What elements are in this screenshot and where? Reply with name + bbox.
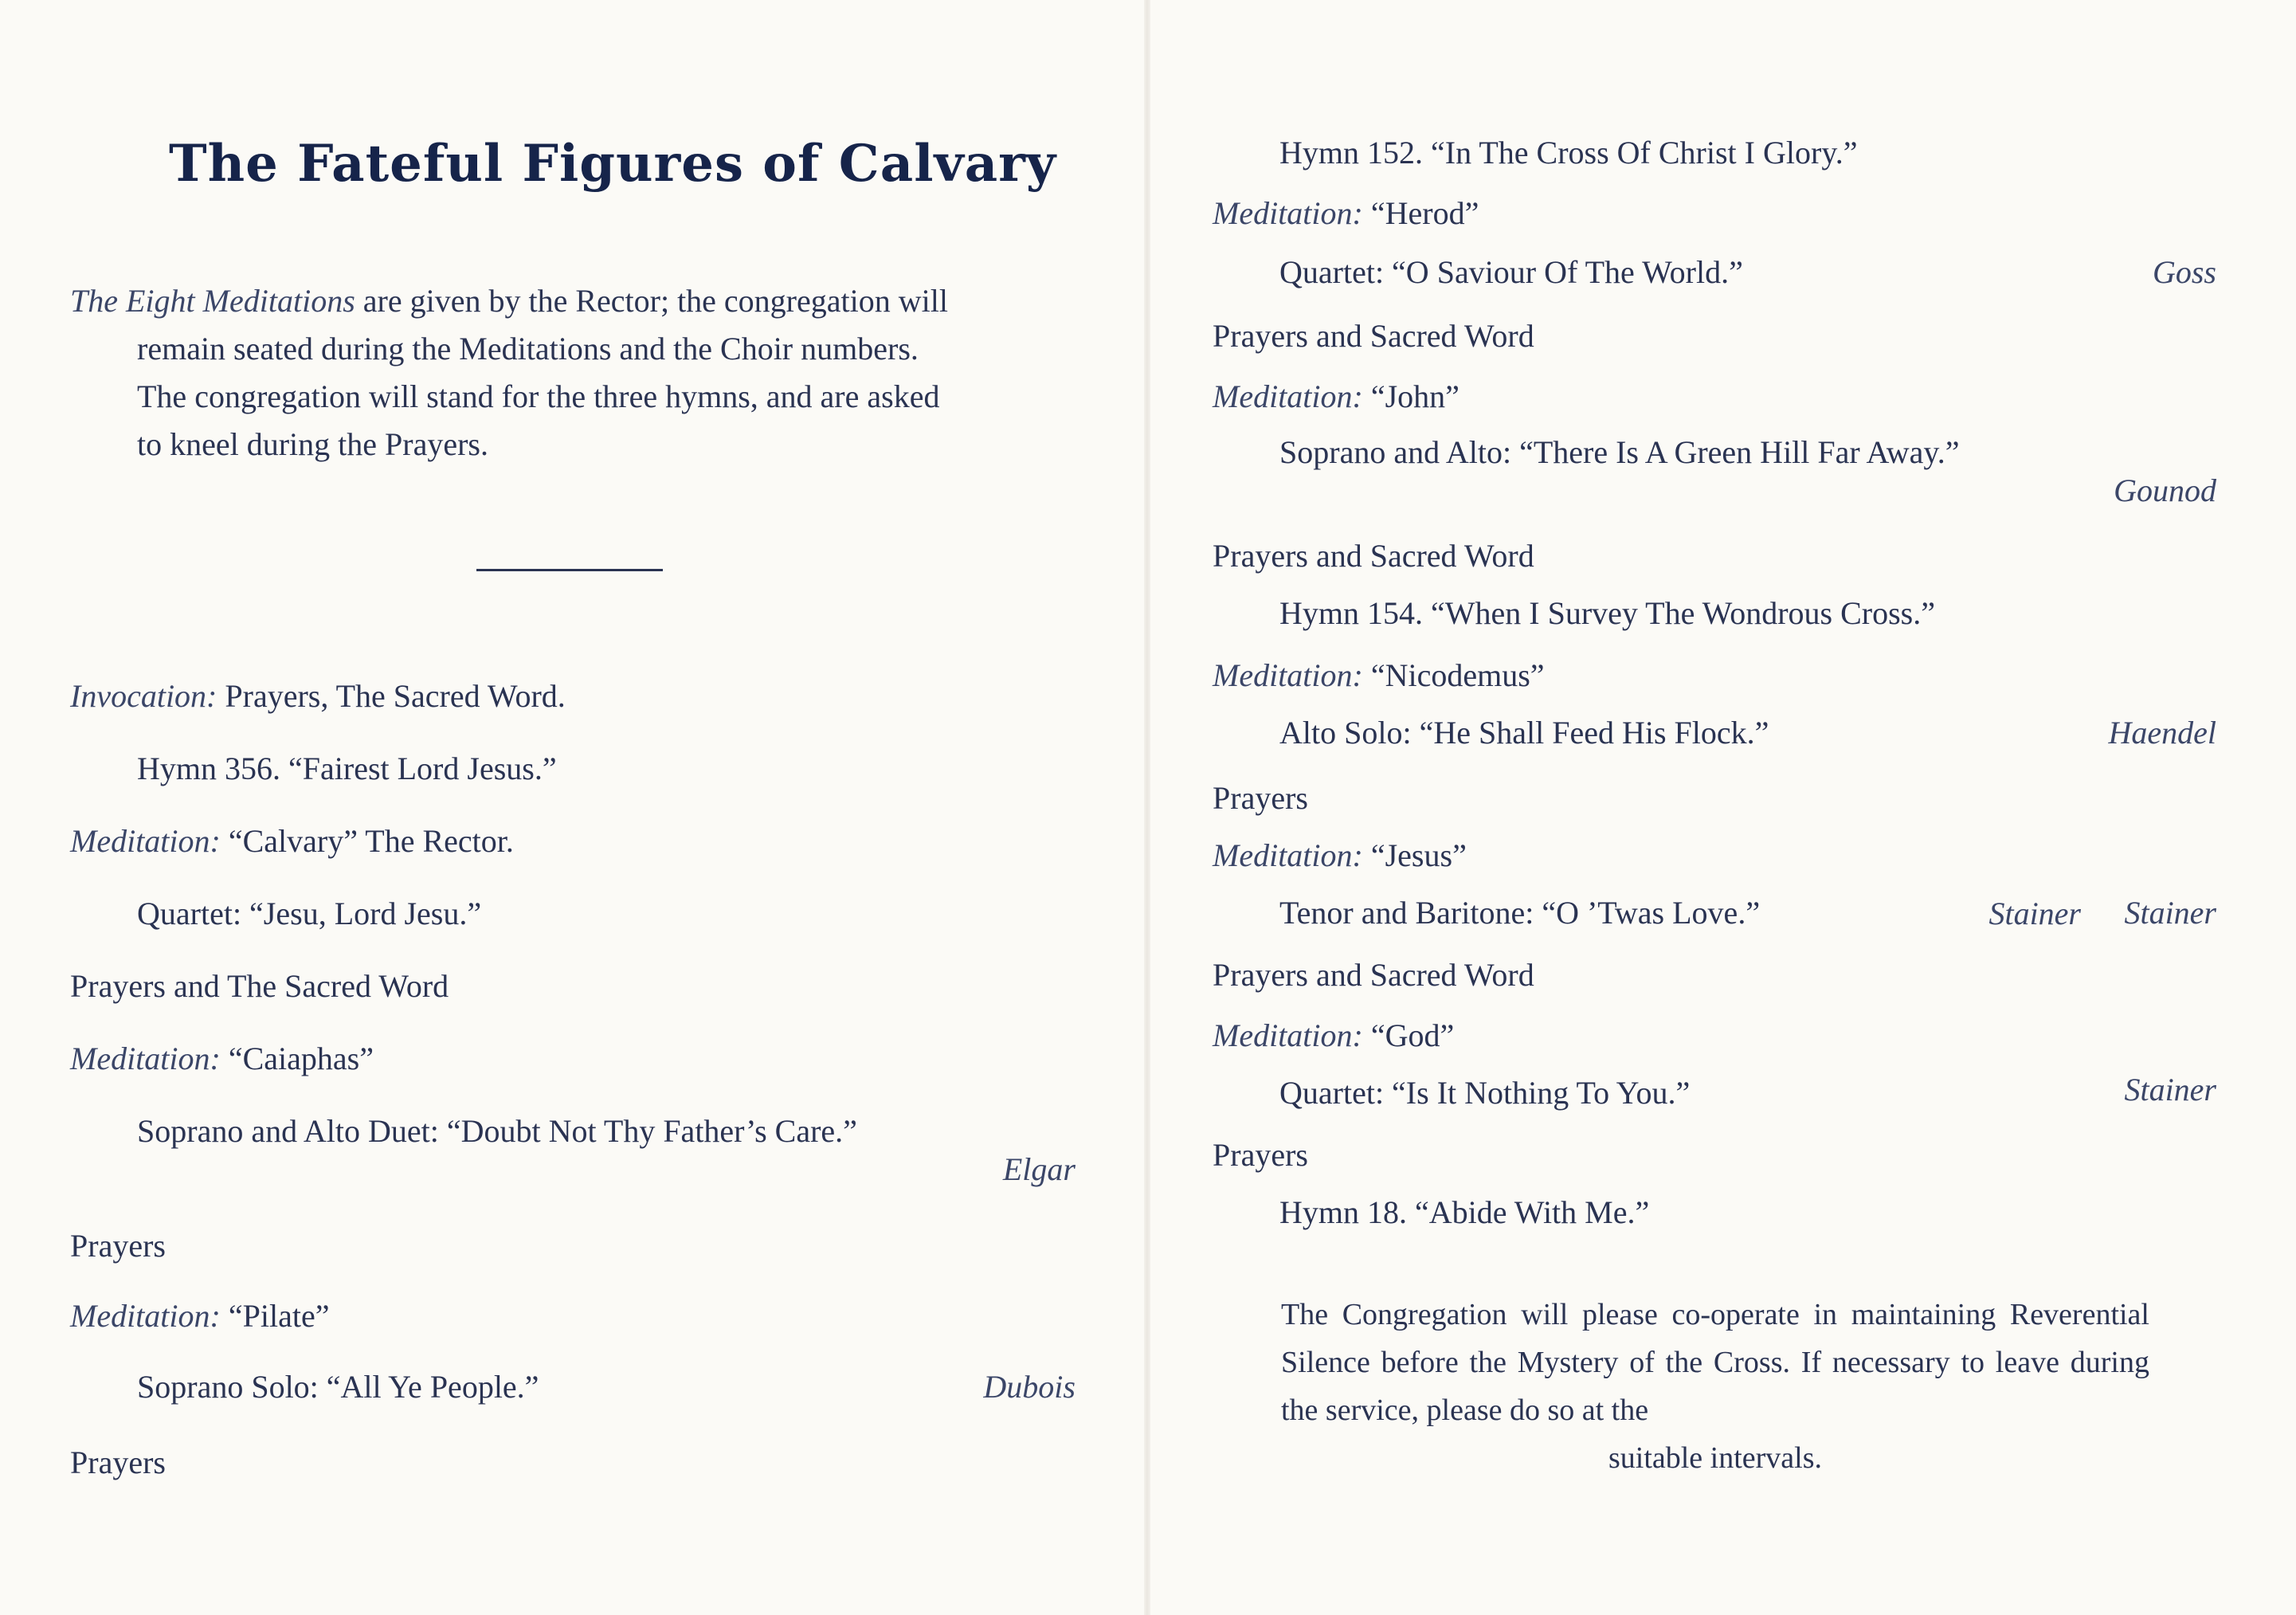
program-item: [1213, 537, 1534, 575]
item-text: Prayers: [1213, 1137, 1308, 1173]
item-text: Prayers, The Sacred Word.: [217, 678, 566, 714]
item-text: “Herod”: [1362, 195, 1479, 231]
program-item: [1213, 779, 1308, 817]
program-item: [1213, 837, 1467, 875]
item-text: Hymn 152. “In The Cross Of Christ I Glory.”: [1279, 135, 1858, 171]
center-fold: [1144, 0, 1150, 1615]
composer-name: Gounod: [2114, 472, 2216, 508]
intro-paragraph: [70, 277, 1076, 468]
item-text: Quartet: “Jesu, Lord Jesu.”: [137, 896, 482, 931]
item-text: Soprano and Alto: “There Is A Green Hill Far Away.”: [1279, 434, 1960, 470]
item-text: Alto Solo: “He Shall Feed His Flock.”: [1279, 715, 1769, 751]
item-text: Prayers and Sacred Word: [1213, 318, 1534, 354]
item-text: Prayers and The Sacred Word: [70, 968, 449, 1004]
program-item: [1213, 1074, 1690, 1112]
item-label: Meditation:: [1213, 657, 1363, 693]
program-item: [1213, 378, 1459, 416]
item-text: Soprano Solo: “All Ye People.”: [137, 1369, 539, 1405]
composer-name: Stainer: [1988, 896, 2081, 931]
item-text: “God”: [1362, 1017, 1455, 1053]
program-item: [1213, 194, 1479, 233]
program-item: [70, 1040, 374, 1078]
item-text: Prayers: [70, 1228, 166, 1264]
composer-name: Stainer: [2124, 895, 2216, 931]
item-text: “John”: [1362, 378, 1459, 414]
item-text: Hymn 154. “When I Survey The Wondrous Cross.”: [1279, 595, 1935, 631]
program-item: [1213, 134, 1857, 172]
item-text: “Nicodemus”: [1362, 657, 1545, 693]
item-text: “Calvary” The Rector.: [220, 823, 514, 859]
notice-last-line: suitable intervals.: [1608, 1441, 1823, 1475]
program-item: [1213, 433, 1960, 472]
program-item: [70, 1112, 857, 1150]
item-text: “Jesus”: [1362, 837, 1467, 873]
item-text: “Caiaphas”: [220, 1041, 374, 1076]
item-label: Meditation:: [70, 1298, 221, 1334]
program-item: [1213, 657, 1545, 695]
item-text: Prayers and Sacred Word: [1213, 538, 1534, 574]
program-item: [70, 1444, 166, 1482]
program-item: [70, 895, 481, 933]
item-text: Prayers and Sacred Word: [1213, 957, 1534, 993]
item-text: “Pilate”: [220, 1298, 330, 1334]
divider-rule: [476, 569, 663, 571]
intro-line-4: to kneel during the Prayers.: [137, 426, 488, 462]
item-label: Meditation:: [1213, 378, 1363, 414]
program-item: [1213, 1017, 1454, 1055]
program-item: [1213, 317, 1534, 355]
composer-name: Elgar: [1002, 1151, 1076, 1187]
item-label: Meditation:: [70, 823, 221, 859]
item-text: Hymn 18. “Abide With Me.”: [1279, 1194, 1650, 1230]
program-item: [70, 822, 514, 860]
program-item: [70, 677, 566, 715]
item-label: Meditation:: [1213, 195, 1363, 231]
program-item: [1213, 594, 1935, 633]
notice-body: The Congregation will please co-operate in maintaining Reverential Silence before the Mystery of the Cross. If necessary to leave during the service, please do so at the: [1281, 1298, 2149, 1427]
intro-line-1: [70, 277, 1076, 325]
item-label: Meditation:: [70, 1041, 221, 1076]
composer-name: Stainer: [2124, 1072, 2216, 1107]
item-text: Prayers: [1213, 780, 1308, 816]
notice-paragraph: [1281, 1291, 2149, 1482]
item-label: Meditation:: [1213, 1017, 1363, 1053]
item-text: Hymn 356. “Fairest Lord Jesus.”: [137, 751, 557, 786]
item-text: Tenor and Baritone: “O ’Twas Love.”: [1279, 895, 1761, 931]
program-item: [1213, 714, 1769, 752]
composer-name: Dubois: [983, 1369, 1076, 1405]
item-text: Prayers: [70, 1444, 166, 1480]
intro-line-2: remain seated during the Meditations and the Choir numbers.: [137, 331, 919, 367]
item-text: Soprano and Alto Duet: “Doubt Not Thy Father’s Care.”: [137, 1113, 857, 1149]
program-item: [70, 1297, 329, 1335]
program-item: [1213, 1194, 1649, 1232]
program-item: [70, 967, 449, 1005]
intro-line-1-text: are given by the Rector; the congregation will: [355, 283, 948, 319]
program-item: [1213, 253, 1743, 292]
composer-name: Haendel: [2108, 715, 2216, 751]
program-item: [70, 1227, 166, 1265]
item-text: Quartet: “Is It Nothing To You.”: [1279, 1075, 1691, 1111]
item-label: Invocation:: [70, 678, 217, 714]
program-item: [1213, 894, 1760, 932]
composer-name: Goss: [2152, 254, 2216, 290]
program-item: [1213, 1136, 1308, 1174]
item-text: Quartet: “O Saviour Of The World.”: [1279, 254, 1743, 290]
intro-line-3: The congregation will stand for the three hymns, and are asked: [137, 378, 940, 414]
page-title: The Fateful Figures of Calvary: [169, 134, 1057, 194]
item-label: Meditation:: [1213, 837, 1363, 873]
program-item: [70, 750, 557, 788]
program-item: [70, 1368, 539, 1406]
intro-italic-lead: The Eight Meditations: [70, 283, 355, 319]
program-item: [1213, 956, 1534, 994]
